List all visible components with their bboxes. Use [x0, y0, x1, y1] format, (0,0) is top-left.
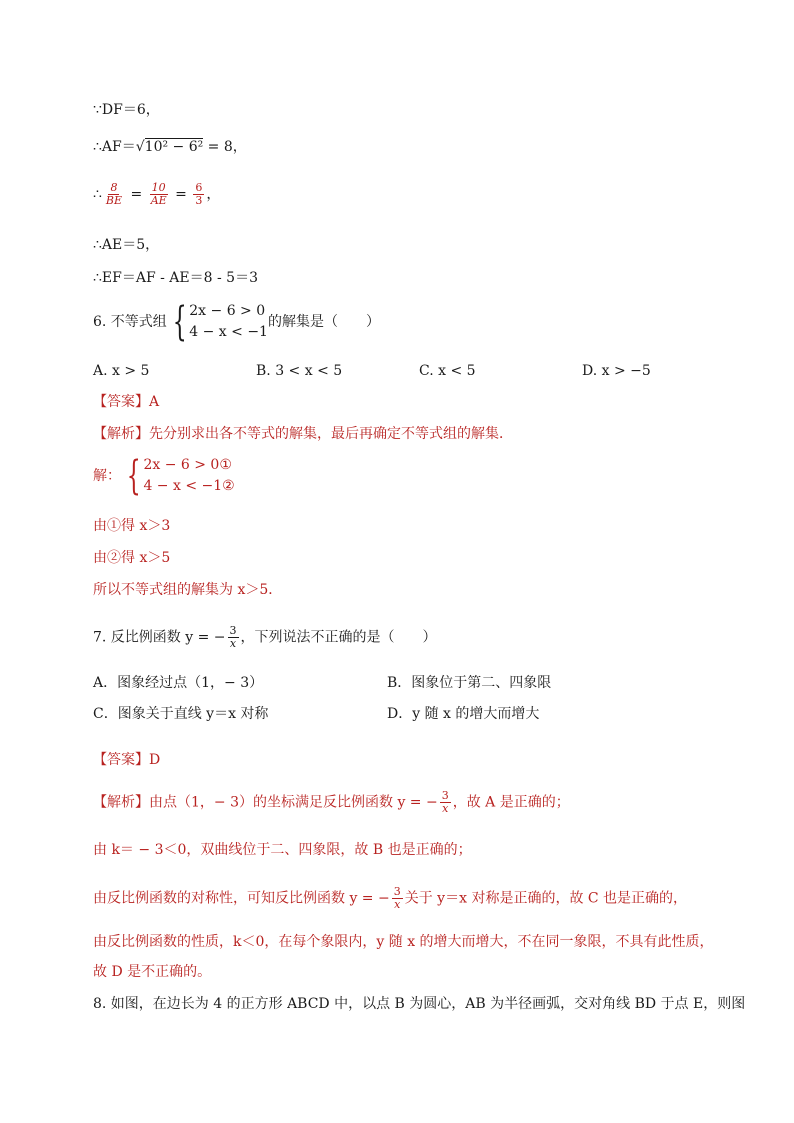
q7-suffix: ，下列说法不正确的是（ ）: [240, 629, 437, 646]
frac-num: 10: [151, 181, 166, 194]
q7-analysis-3: [93, 886, 687, 911]
q6-option-d: D. x > −5: [582, 363, 651, 379]
af-radicand: 10² − 6²: [144, 139, 204, 155]
brace-icon: {: [126, 453, 141, 499]
a3-suffix: 关于 y＝x 对称是正确的，故 C 也是正确的，: [404, 890, 688, 907]
q7-analysis-4: 由反比例函数的性质，k＜0，在每个象限内，y 随 x 的增大而增大，不在同一象限，不具有此性质，: [93, 934, 714, 950]
given-df: ∵DF＝6，: [93, 102, 160, 118]
sol-eq2: 4 − x < −1②: [143, 478, 235, 494]
question-6: [93, 301, 380, 343]
a1-suffix: ，故 A 是正确的；: [452, 794, 570, 811]
frac-num: 3: [393, 885, 401, 898]
sol-eq1: 2x − 6 > 0①: [143, 457, 232, 473]
q6-option-c: C. x < 5: [419, 363, 476, 379]
af-prefix: ∴AF＝: [93, 139, 136, 155]
frac-den: BE: [105, 194, 123, 207]
q6-option-a: A. x > 5: [93, 363, 150, 379]
fraction-3-x: [440, 790, 451, 815]
q6-analysis: 【解析】先分别求出各不等式的解集，最后再确定不等式组的解集．: [93, 426, 513, 442]
q6-step2: 由②得 x＞5: [93, 550, 171, 566]
frac-num: 6: [195, 181, 203, 194]
comma: ，: [206, 186, 221, 203]
fraction-3-x: [392, 886, 403, 911]
q6-prefix: 6. 不等式组: [93, 314, 167, 330]
compute-af: [93, 137, 247, 157]
frac-den: x: [394, 898, 401, 911]
q6-system: [167, 301, 268, 343]
fraction-3-x: [228, 625, 239, 650]
question-7: [93, 625, 437, 650]
a3-prefix: 由反比例函数的对称性，可知反比例函数 y = −: [93, 890, 390, 907]
frac-num: 3: [441, 789, 449, 802]
brace-icon: {: [172, 299, 187, 345]
q7-option-b: B．图象位于第二、四象限: [387, 675, 552, 691]
q7-answer: 【答案】D: [93, 752, 161, 768]
q7-prefix: 7. 反比例函数 y = −: [93, 629, 226, 646]
q6-option-b: B. 3 < x < 5: [256, 363, 343, 379]
compute-ef: ∴EF＝AF - AE＝8 - 5＝3: [93, 270, 258, 286]
equals: =: [170, 186, 192, 203]
proportion: [93, 182, 220, 207]
sqrt-icon: √: [135, 139, 145, 155]
frac-num: 8: [110, 181, 118, 194]
prop-prefix: ∴: [93, 186, 102, 203]
fraction-10-ae: [149, 182, 169, 207]
q7-option-a: A．图象经过点（1，− 3）: [93, 675, 264, 691]
q7-option-d: D．y 随 x 的增大而增大: [387, 706, 540, 722]
frac-den: 3: [195, 194, 203, 207]
q7-analysis-2: 由 k＝ − 3＜0，双曲线位于二、四象限，故 B 也是正确的；: [93, 842, 472, 858]
fraction-6-3: [193, 182, 204, 207]
q6-solution: [93, 455, 235, 497]
q6-step1: 由①得 x＞3: [93, 518, 171, 534]
question-8: 8. 如图，在边长为 4 的正方形 ABCD 中，以点 B 为圆心，AB 为半径画弧，交对角线 BD 于点 E，则图: [93, 996, 746, 1012]
sol-label: 解：: [93, 468, 121, 484]
sol-system: [121, 455, 235, 497]
frac-den: AE: [150, 194, 167, 207]
equals: =: [126, 186, 147, 203]
frac-den: x: [442, 802, 449, 815]
frac-num: 3: [229, 624, 237, 637]
fraction-8-be: [104, 182, 124, 207]
compute-ae: ∴AE＝5，: [93, 237, 160, 253]
q6-suffix: 的解集是（ ）: [267, 314, 380, 330]
q6-conclusion: 所以不等式组的解集为 x＞5．: [93, 582, 283, 598]
q7-analysis-5: 故 D 是不正确的。: [93, 964, 212, 980]
q7-analysis-1: [93, 790, 570, 815]
a1-prefix: 【解析】由点（1，− 3）的坐标满足反比例函数 y = −: [93, 794, 438, 811]
q7-option-c: C．图象关于直线 y＝x 对称: [93, 706, 269, 722]
q6-answer: 【答案】A: [93, 394, 160, 410]
frac-den: x: [229, 637, 237, 650]
q6-eq2: 4 − x < −1: [189, 324, 268, 340]
af-suffix: = 8，: [203, 139, 247, 155]
q6-eq1: 2x − 6 > 0: [189, 303, 266, 319]
